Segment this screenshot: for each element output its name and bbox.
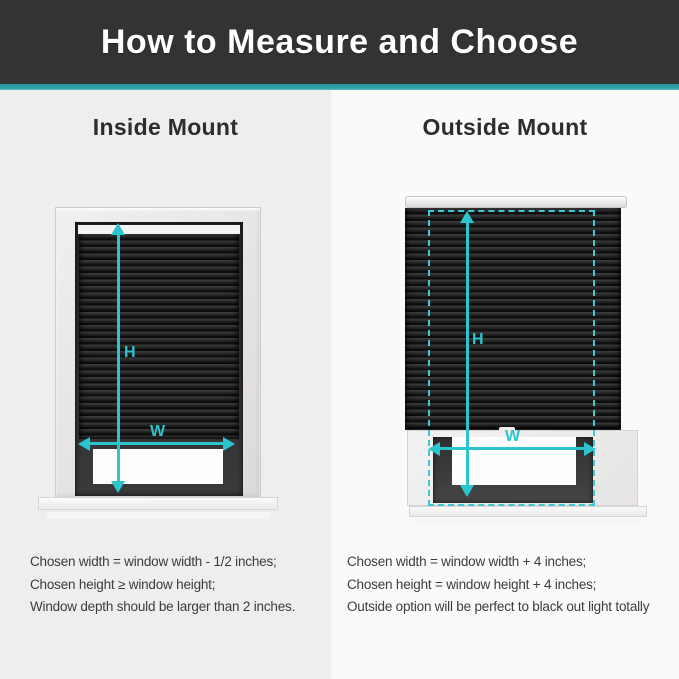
outside-mount-notes	[347, 551, 677, 619]
outside-sill-shadow	[417, 519, 639, 525]
note-line: Chosen width = window width - 1/2 inches;	[30, 554, 277, 569]
inside-mount-title: Inside Mount	[92, 114, 239, 140]
measure-dashed-outline	[428, 210, 595, 506]
note-line: Chosen height ≥ window height;	[30, 576, 216, 592]
note-line: Chosen height = window height + 4 inches;	[347, 576, 597, 592]
header-bar	[0, 0, 679, 84]
inside-width-arrow	[89, 442, 224, 445]
note-line: Window depth should be larger than 2 inches.	[30, 599, 296, 614]
inside-blind-headrail	[78, 225, 240, 234]
arrow-head-right-icon	[223, 437, 235, 451]
outside-blind-headrail	[405, 196, 627, 208]
inside-pleated-blind	[79, 234, 239, 439]
inside-window-sill	[38, 497, 278, 510]
inside-window-recess	[75, 222, 243, 496]
arrow-head-right-icon	[584, 442, 596, 456]
outside-width-arrow	[439, 447, 585, 450]
inside-width-label: W	[150, 423, 166, 440]
inside-mount-notes	[30, 551, 325, 619]
page-title: How to Measure and Choose	[100, 22, 579, 61]
outside-mount-title: Outside Mount	[422, 114, 588, 140]
arrow-head-down-icon	[460, 485, 474, 497]
outside-window-sill	[409, 506, 647, 517]
inside-height-label: H	[124, 344, 136, 361]
outside-height-label: H	[472, 331, 484, 348]
note-line: Chosen width = window width + 4 inches;	[347, 554, 587, 569]
inside-window-frame	[55, 207, 261, 498]
inside-sill-shadow	[46, 512, 270, 519]
outside-width-label: W	[505, 428, 521, 445]
inside-window-glass	[93, 449, 223, 484]
arrow-head-down-icon	[111, 481, 125, 493]
note-line: Outside option will be perfect to black out light totally	[347, 599, 650, 614]
